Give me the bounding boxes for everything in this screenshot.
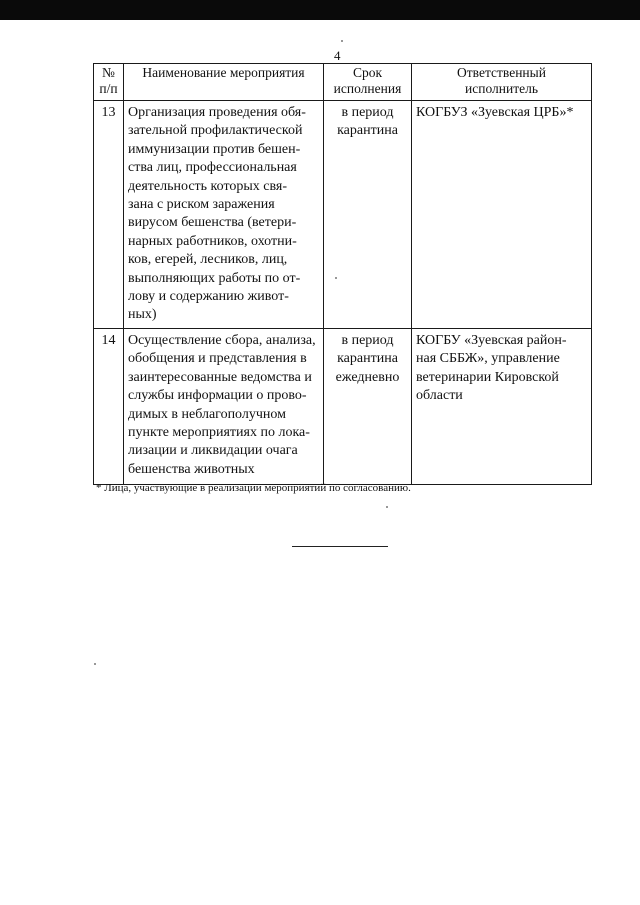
header-number-line: п/п <box>99 81 118 96</box>
header-term-line: исполнения <box>333 81 402 96</box>
execution-term <box>324 101 412 329</box>
measure-name-line: вирусом бешенства (ветери- <box>128 215 297 231</box>
header-number <box>94 64 124 101</box>
responsible-executor <box>412 329 592 485</box>
execution-term-line: карантина <box>337 123 398 139</box>
table-row <box>94 101 592 329</box>
measure-name-line: ства лиц, профессиональная <box>128 160 297 176</box>
header-term <box>324 64 412 101</box>
scan-speck <box>386 506 388 508</box>
responsible-executor-line: ная СББЖ», управление <box>416 351 560 367</box>
header-executor-line: Ответственный <box>457 65 546 80</box>
responsible-executor-line: КОГБУ «Зуевская район- <box>416 333 567 348</box>
header-executor <box>412 64 592 101</box>
header-term-line: Срок <box>352 65 383 80</box>
responsible-executor-line: области <box>416 388 463 404</box>
execution-term-line: карантина <box>337 351 398 367</box>
measure-name-line: обобщения и представления в <box>128 351 307 367</box>
measure-name-line: нарных работников, охотни- <box>128 233 297 249</box>
responsible-executor-line: КОГБУЗ «Зуевская ЦРБ»* <box>416 105 574 120</box>
execution-term-line: в период <box>341 333 394 348</box>
scan-top-border <box>0 0 640 20</box>
scan-speck <box>94 663 96 665</box>
execution-term-line: в период <box>341 105 394 120</box>
measure-name-line: заинтересованные ведомства и <box>128 369 312 385</box>
header-executor-line: исполнитель <box>465 81 538 96</box>
measure-name-line: пункте мероприятиях по лока- <box>128 425 310 441</box>
measure-name-line: бешенства животных <box>128 461 255 477</box>
measures-table <box>93 63 592 485</box>
execution-term-line: ежедневно <box>335 369 400 385</box>
measure-name <box>124 329 324 485</box>
execution-term <box>324 329 412 485</box>
table-header-row <box>94 64 592 101</box>
row-number: 13 <box>94 101 124 329</box>
measure-name-line: Осуществление сбора, анализа, <box>128 333 316 348</box>
measure-name <box>124 101 324 329</box>
measure-name-line: Организация проведения обя- <box>128 105 306 120</box>
measure-name-line: деятельность которых свя- <box>128 178 288 194</box>
page-number: 4 <box>334 48 341 63</box>
header-number-line: № <box>102 65 115 80</box>
measure-name-line: иммунизации против бешен- <box>128 141 301 157</box>
header-measure-name <box>124 64 324 101</box>
table-row <box>94 329 592 485</box>
measure-name-line: ных) <box>128 307 157 323</box>
measure-name-line: зана с риском заражения <box>128 197 275 213</box>
measure-name-line: службы информации о прово- <box>128 388 307 404</box>
end-divider <box>292 546 388 547</box>
footnote: * Лица, участвующие в реализации мероприятий по согласованию. <box>96 482 411 494</box>
scan-speck <box>341 40 343 42</box>
measure-name-line: лизации и ликвидации очага <box>128 443 298 459</box>
measure-name-line: ков, егерей, лесников, лиц, <box>128 252 288 268</box>
measure-name-line: зательной профилактической <box>128 123 303 139</box>
responsible-executor-line: ветеринарии Кировской <box>416 369 559 385</box>
measure-name-line: димых в неблагополучном <box>128 406 286 422</box>
responsible-executor <box>412 101 592 329</box>
header-measure-name-line: Наименование мероприятия <box>142 65 305 80</box>
scan-speck <box>335 277 337 279</box>
measure-name-line: лову и содержанию живот- <box>128 289 289 305</box>
measure-name-line: выполняющих работы по от- <box>128 270 301 286</box>
row-number: 14 <box>94 329 124 485</box>
